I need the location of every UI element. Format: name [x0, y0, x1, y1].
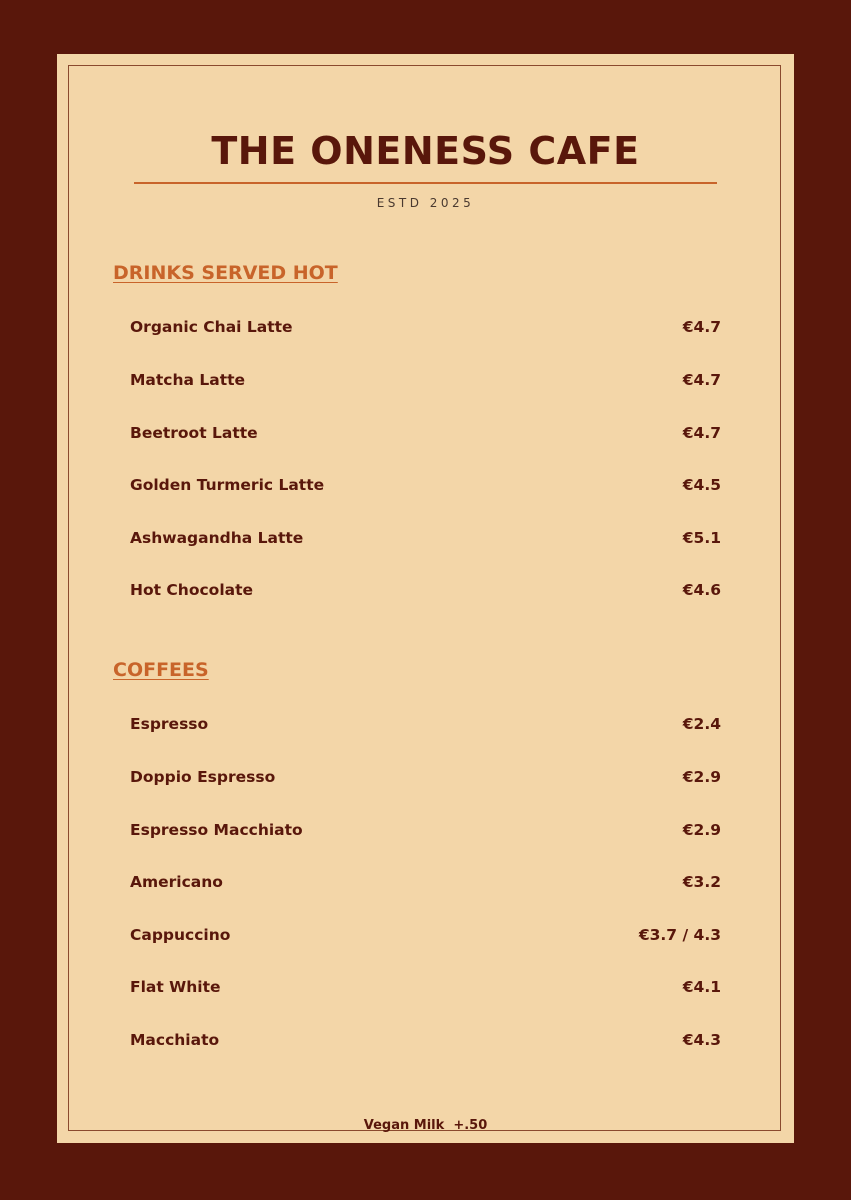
item-name: Hot Chocolate [130, 581, 254, 599]
menu-item [130, 974, 721, 1000]
established-label: ESTD 2025 [376, 196, 475, 210]
item-name: Matcha Latte [130, 371, 246, 389]
menu-page [57, 54, 794, 1143]
item-price: €4.3 [682, 1031, 721, 1049]
menu-item [130, 420, 721, 446]
item-name: Macchiato [130, 1031, 220, 1049]
menu-item [130, 869, 721, 895]
item-price: €5.1 [682, 529, 721, 547]
item-price: €3.7 / 4.3 [638, 926, 721, 944]
menu-item [130, 472, 721, 498]
section-heading-hot-drinks: DRINKS SERVED HOT [113, 262, 338, 284]
menu-item [130, 817, 721, 843]
item-price: €4.1 [682, 978, 721, 996]
item-price: €3.2 [682, 873, 721, 891]
item-price: €4.6 [682, 581, 721, 599]
cafe-title: THE ONENESS CAFE [211, 129, 640, 173]
item-name: Espresso [130, 715, 209, 733]
menu-item [130, 922, 721, 948]
title-divider [134, 182, 717, 184]
item-name: Espresso Macchiato [130, 821, 303, 839]
item-price: €4.5 [682, 476, 721, 494]
menu-item [130, 314, 721, 340]
item-price: €4.7 [682, 424, 721, 442]
item-price: €4.7 [682, 318, 721, 336]
item-name: Beetroot Latte [130, 424, 258, 442]
section-heading-coffees: COFFEES [113, 659, 209, 681]
item-name: Organic Chai Latte [130, 318, 293, 336]
menu-item [130, 525, 721, 551]
item-name: Americano [130, 873, 223, 891]
item-price: €2.4 [682, 715, 721, 733]
item-name: Ashwagandha Latte [130, 529, 304, 547]
item-price: €4.7 [682, 371, 721, 389]
item-name: Doppio Espresso [130, 768, 276, 786]
item-price: €2.9 [682, 768, 721, 786]
item-name: Golden Turmeric Latte [130, 476, 325, 494]
menu-item [130, 367, 721, 393]
menu-item [130, 764, 721, 790]
menu-item [130, 1027, 721, 1053]
item-price: €2.9 [682, 821, 721, 839]
vegan-milk-note: Vegan Milk +.50 [363, 1118, 488, 1133]
menu-item [130, 577, 721, 603]
item-name: Cappuccino [130, 926, 231, 944]
item-name: Flat White [130, 978, 221, 996]
menu-item [130, 711, 721, 737]
